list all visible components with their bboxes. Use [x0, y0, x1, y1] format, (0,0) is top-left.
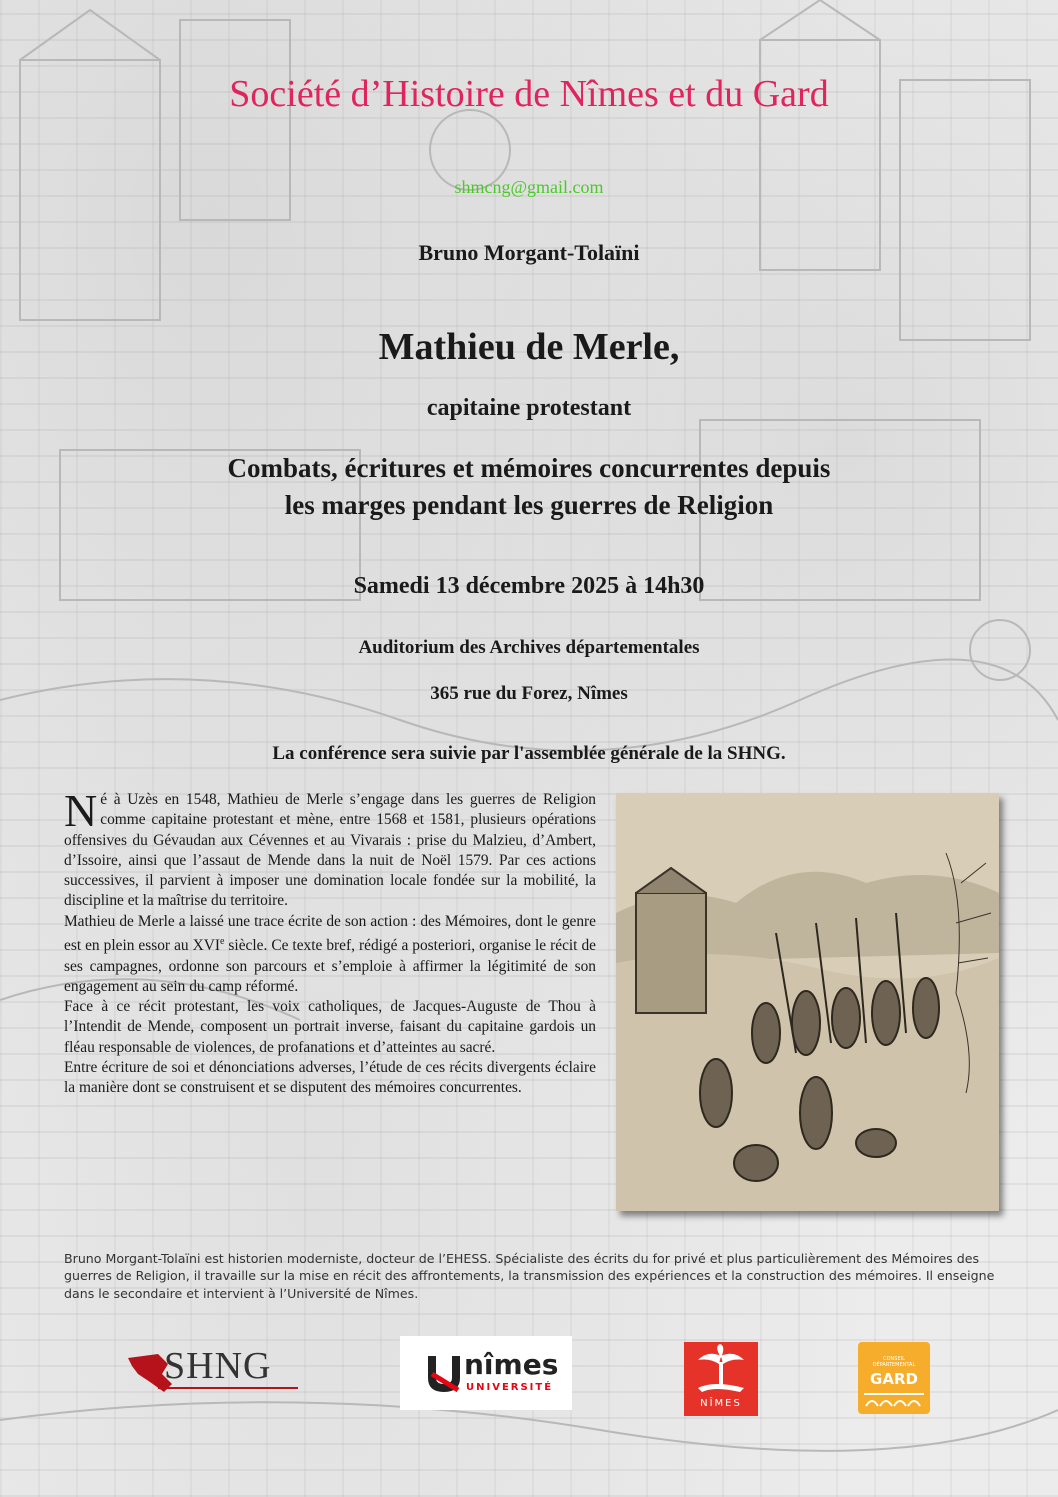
- talk-subtitle: capitaine protestant: [426, 395, 632, 421]
- gard-text: GARD: [870, 1370, 918, 1388]
- paragraph-4: Entre écriture de soi et dénonciations adverses, l’étude de ces récits divergents éclaire la manière dont se construisent et se disputent des mémoires concurrentes.: [64, 1058, 596, 1097]
- talk-title: Mathieu de Merle,: [378, 326, 680, 368]
- pont-du-gard-icon: [858, 1390, 930, 1410]
- event-note: La conférence sera suivie par l'assemblée générale de la SHNG.: [272, 743, 786, 764]
- gard-small-text: CONSEIL DÉPARTEMENTAL: [872, 1356, 916, 1368]
- shng-logo-text: SHNG: [164, 1345, 272, 1387]
- century-superscript: e: [219, 936, 225, 948]
- speaker-name: Bruno Morgant-Tolaïni: [418, 240, 640, 265]
- paragraph-1-text: é à Uzès en 1548, Mathieu de Merle s’engage dans les guerres de Religion comme capitaine protestant et mène, entre 1568 et 1581, plusieurs opérations offensives du Gévaudan aux Cévennes et au Vivarais : prise du Malzieu, d’Ambert, d’Issoire, ainsi que l’assaut de Mende dans la nuit de Noël 1579. Par ces actions successives, il parvient à imposer une domination locale fondée sur la mobilité, la discipline et la maîtrise du territoire.: [64, 791, 596, 910]
- ville-de-nimes-logo: [684, 1342, 758, 1416]
- talk-theme-line-2: les marges pendant les guerres de Religion: [284, 490, 774, 520]
- society-title: Société d’Histoire de Nîmes et du Gard: [229, 73, 829, 115]
- university-name: nîmes: [464, 1348, 559, 1381]
- drop-cap: N: [64, 785, 98, 836]
- nimes-university-logo: [400, 1336, 572, 1410]
- paragraph-2: [64, 912, 596, 997]
- gard-department-logo: [858, 1342, 930, 1414]
- event-date: Samedi 13 décembre 2025 à 14h30: [353, 573, 705, 599]
- talk-theme-line-1: Combats, écritures et mémoires concurrentes depuis: [227, 453, 831, 483]
- engraving-drawing: [616, 793, 999, 1211]
- paragraph-3: Face à ce récit protestant, les voix catholiques, de Jacques-Auguste de Thou à l’Intendit de Mende, composent un portrait inverse, faisant du capitaine gardois un fléau responsable de violences, de profanations et d’atteintes au sacré.: [64, 998, 596, 1056]
- contact-email[interactable]: shmcng@gmail.com: [454, 177, 604, 197]
- ville-text: NÎMES: [700, 1398, 742, 1409]
- university-u-icon: [424, 1352, 464, 1396]
- event-venue: Auditorium des Archives départementales: [358, 637, 700, 658]
- university-subtitle: UNIVERSITÉ: [466, 1382, 554, 1393]
- paragraph-2-text-b: siècle. Ce texte bref, rédigé a posteriori, organise le récit de ses campagnes, ordonne son parcours et s’emploie à affirmer la légitimité de son engagement au sein du camp réformé.: [64, 937, 596, 995]
- event-address: 365 rue du Forez, Nîmes: [430, 683, 628, 704]
- talk-theme: [0, 450, 1058, 524]
- description-text: [64, 785, 596, 1099]
- speaker-bio: Bruno Morgant-Tolaïni est historien moderniste, docteur de l’EHESS. Spécialiste des écrits du for privé et plus particulièrement des Mémoires des guerres de Religion, il travaille sur la mise en récit des affrontements, la transmission des expériences et la construction des mémoires. Il enseigne dans le secondaire et intervient à l’Université de Nîmes.: [64, 1251, 995, 1301]
- paragraph-1: [64, 785, 596, 912]
- paragraph-2-text-a: Mathieu de Merle a laissé une trace écrite de son action : des Mémoires, dont le genre est en plein essor au XVI: [64, 912, 596, 955]
- historical-engraving-image: [616, 793, 999, 1211]
- shng-logo: [128, 1340, 300, 1396]
